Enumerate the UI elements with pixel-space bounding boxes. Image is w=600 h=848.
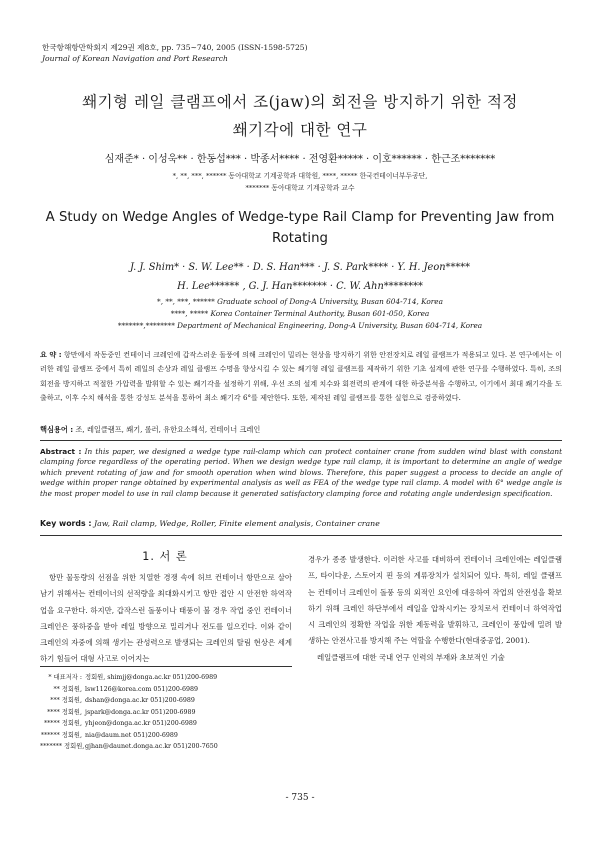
journal-name-ko: 한국항해항만학회지 제29권 제8호, pp. 735~740, 2005 (ISSN-1598-5725) xyxy=(42,43,308,52)
title-english-line2: Rotating xyxy=(272,231,328,246)
abstract-korean xyxy=(40,348,562,405)
affiliations-korean xyxy=(40,170,560,194)
body-column-right xyxy=(308,552,562,666)
affiliation-en-line2: ****, ***** Korea Container Terminal Authority, Busan 601-050, Korea xyxy=(170,309,430,318)
section-heading-introduction: 1. 서 론 xyxy=(142,550,188,563)
authors-en-line2: H. Lee****** , G. J. Han******* · C. W. Ahn******** xyxy=(177,281,423,292)
intro-paragraph-3: 레일클램프에 대한 국내 연구 인력의 부재와 초보적인 기술 xyxy=(317,652,505,662)
affiliations-english xyxy=(40,296,560,332)
footnote-item: ******* 정회원,gjhan@daunet.donga.ac.kr 051)200-7650 xyxy=(40,743,218,750)
footnote-item: ****** 정회원, nia@daum.net 051)200-6989 xyxy=(40,731,178,739)
footnote-item: **** 정회원, jspark@donga.ac.kr 051)200-6989 xyxy=(47,708,196,716)
authors-english xyxy=(40,258,560,296)
keywords-ko-label: 핵심용어 : xyxy=(40,425,74,434)
abstract-ko-label: 요 약 : xyxy=(40,350,62,359)
title-korean-line1: 쐐기형 레일 클램프에서 조(jaw)의 회전을 방지하기 위한 적정 xyxy=(82,93,518,111)
keywords-korean xyxy=(40,425,260,435)
title-korean-line2: 쐐기각에 대한 연구 xyxy=(232,121,368,139)
body-column-left xyxy=(40,570,292,668)
abstract-ko-text: 항만에서 작동중인 컨테이너 크레인에 갑작스러운 돌풍에 의해 크레인이 밀리는 현상을 방지하기 위한 안전장치로 레일 클램프가 적용되고 있다. 본 연구에서는 이러한 레일 클램프 중에서 특히 레일의 손상과 레일 클램프 수명을 향상시킬 수 있는 쐐기형 레일 클램프를 제작하기 위한 기초 설계에 관한 연구를 수행하였다. 특히, 조의 회전을 방지하고 적절한 가압력을 발휘할 수 있는 쐐기각을 설정하기 위해, 우선 조의 설계 치수와 회전력의 관계에 대한 하중분석을 수행하고, 이기에서 최대 쐐기각을 도출하고, 이후 수치 해석을 통한 강성도 분석을 통하여 최소 쐐기각 6°를 제안한다. 또한, 제작된 레일 클램프를 통한 실험으로 검증하였다. xyxy=(40,350,562,402)
affiliation-ko-line2: ******* 동아대학교 기계공학과 교수 xyxy=(245,184,355,192)
affiliation-en-line3: *******,******** Department of Mechanical Engineering, Dong-A University, Busan 604-714, Korea xyxy=(117,321,483,330)
footnote-item: *** 정회원, dshan@donga.ac.kr 051)200-6989 xyxy=(50,697,195,704)
keywords-ko-text: 조, 레일클램프, 쐐기, 롤러, 유한요소해석, 컨테이너 크레인 xyxy=(75,425,261,434)
affiliation-en-line1: *, **, ***, ****** Graduate school of Dong-A University, Busan 604-714, Korea xyxy=(157,297,443,306)
page-number: - 735 - xyxy=(285,793,315,803)
divider-top xyxy=(40,440,562,441)
keywords-english xyxy=(40,519,380,528)
title-english xyxy=(40,207,560,249)
footnote-divider xyxy=(40,666,292,667)
journal-header xyxy=(42,42,308,64)
abstract-english xyxy=(40,447,562,499)
authors-korean: 심재준* · 이성욱** · 한동섭*** · 박종서**** · 전영환***** · 이호****** · 한근조******* xyxy=(104,154,496,165)
title-english-line1: A Study on Wedge Angles of Wedge-type Rail Clamp for Preventing Jaw from xyxy=(45,210,555,225)
author-footnotes xyxy=(40,672,292,753)
intro-paragraph-1: 항만 물동량의 선점을 위한 치열한 경쟁 속에 허브 컨테이너 항만으로 살아남기 위해서는 컨테이너의 선적량을 최대화시키고 항만 접안 시 안전한 하역작업을 요구한다. 하지만, 갑작스런 돌풍이나 태풍이 불 경우 작업 중인 컨테이너 크레인은 풍하중을 받아 레일 방향으로 밀리거나 전도를 일으킨다. 이와 같이 크레인의 자중에 의해 생기는 관성력으로 발생되는 크레인의 탈림 현상은 세계하기 힘들어 대형 사고로 이어지는 xyxy=(40,573,292,664)
divider-bottom xyxy=(40,535,562,536)
footnote-item: * 대표저자 : 정회원, shimjj@donga.ac.kr 051)200-6989 xyxy=(48,674,218,681)
abstract-en-label: Abstract : xyxy=(40,447,82,456)
keywords-en-text: Jaw, Rail clamp, Wedge, Roller, Finite element analysis, Container crane xyxy=(93,519,380,528)
journal-name-en: Journal of Korean Navigation and Port Research xyxy=(42,54,228,63)
affiliation-ko-line1: *, **, ***, ****** 동아대학교 기계공학과 대학원, ****, ***** 한국컨테이너부두공단, xyxy=(172,172,428,180)
authors-en-line1: J. J. Shim* · S. W. Lee** · D. S. Han*** · J. S. Park**** · Y. H. Jeon***** xyxy=(129,262,471,273)
keywords-en-label: Key words : xyxy=(40,519,92,528)
abstract-en-text: In this paper, we designed a wedge type rail-clamp which can protect container crane from sudden wind blast with constant clamping force regardless of the operating period. When we design wedge type rail clamp, it is important to determine an angle of wedge which prevent rotating of jaw and for smooth operation when wind blows. Therefore, this paper suggest a process to decide an angle of wedge within proper range obtained by experimental analysis as well as FEA of the wedge type rail clamp. A model with 6° wedge angle is the most proper model to use in rail clamp because it generated satisfactory clamping force and rotating angle underdesign specification. xyxy=(40,447,563,498)
title-korean xyxy=(40,88,560,144)
footnote-item: ** 정회원, lsw1126@korea.com 051)200-6989 xyxy=(53,685,198,693)
intro-paragraph-2: 경우가 종종 발생한다. 이러한 사고를 대비하여 컨테이너 크레인에는 레일클램프, 타이다운, 스토어지 핀 등의 계류장치가 설치되어 있다. 특히, 레일 클램프는 컨테이너 크레인이 돌풍 등의 외적인 요인에 대응하여 작업의 안전성을 확보하기 위해 크레인 하단부에서 레일을 압착시키는 장치로서 컨테이너 하역작업 시 크레인의 정확한 작업을 위한 제동력을 발휘하고, 크레인이 풍압에 밀려 발생하는 안전사고를 방지해 주는 역할을 수행한다(현대중공업, 2001). xyxy=(308,555,562,646)
footnote-item: ***** 정회원, yhjeon@donga.ac.kr 051)200-6989 xyxy=(44,720,197,727)
